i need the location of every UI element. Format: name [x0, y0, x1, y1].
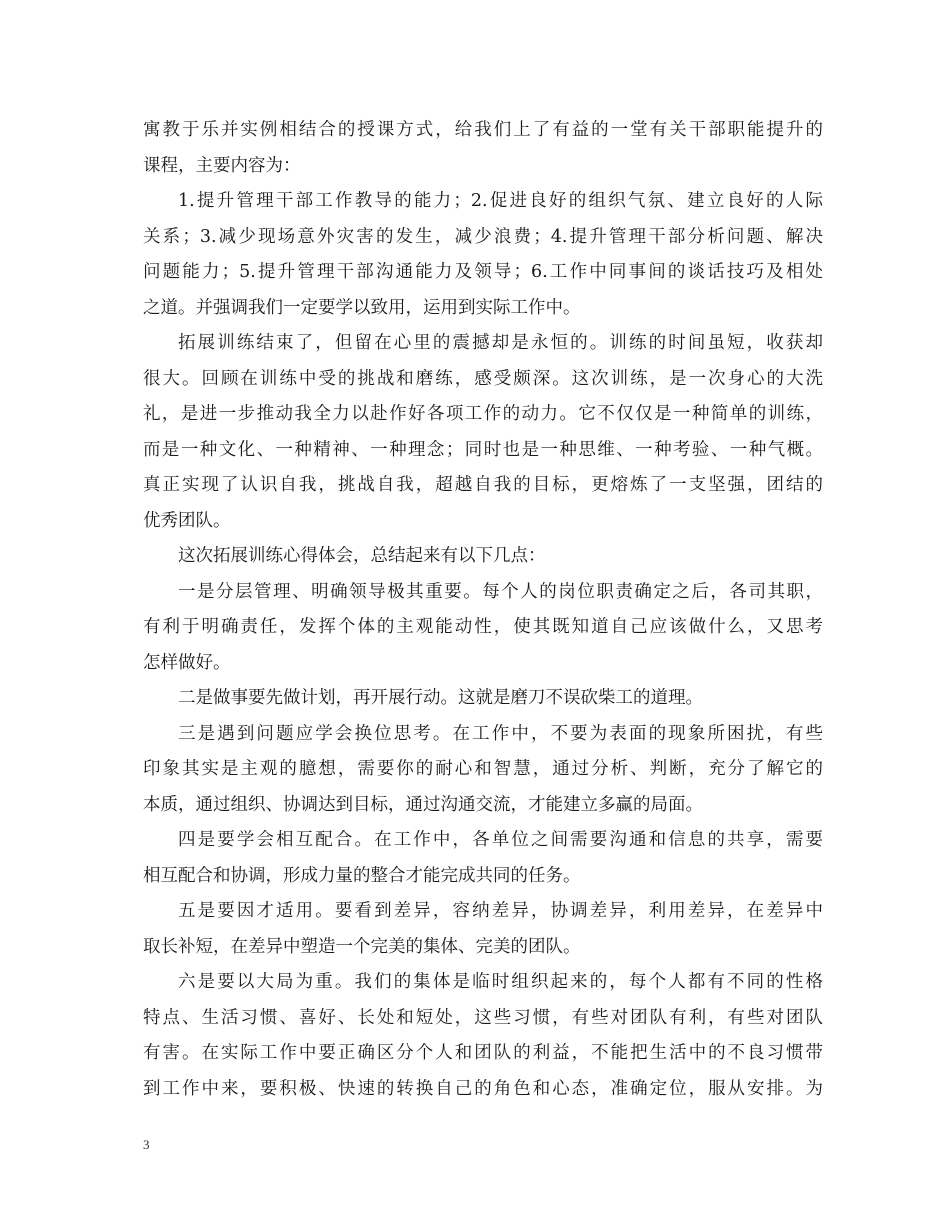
text-line: 课程，主要内容为： [143, 155, 301, 176]
text-line: 六是要以大局为重。我们的集体是临时组织起来的，每个人都有不同的性格 [178, 972, 823, 992]
text-line: 取长补短，在差异中塑造一个完美的集体、完美的团队。 [143, 936, 581, 957]
text-line: 特点、生活习惯、喜好、长处和短处，这些习惯，有些对团队有利，有些对团队 [143, 1007, 823, 1028]
text-line: 真正实现了认识自我，挑战自我，超越自我的目标，更熔炼了一支坚强，团结的 [143, 475, 823, 495]
text-line: 怎样做好。 [143, 652, 231, 673]
text-line: 印象其实是主观的臆想，需要你的耐心和智慧，通过分析、判断，充分了解它的 [143, 759, 823, 779]
text-line: 这次拓展训练心得体会，总结起来有以下几点： [178, 546, 546, 566]
text-line: 相互配合和协调，形成力量的整合才能完成共同的任务。 [143, 865, 581, 886]
text-line: 关系；3.减少现场意外灾害的发生，减少浪费；4.提升管理干部分析问题、解决 [143, 226, 823, 247]
text-line: 有利于明确责任，发挥个体的主观能动性，使其既知道自己应该做什么，又思考 [143, 617, 823, 637]
text-line: 三是遇到问题应学会换位思考。在工作中，不要为表面的现象所困扰，有些 [178, 723, 823, 744]
text-line: 而是一种文化、一种精神、一种理念；同时也是一种思维、一种考验、一种气概。 [143, 439, 823, 460]
text-line: 本质，通过组织、协调达到目标，通过沟通交流，才能建立多赢的局面。 [143, 794, 703, 815]
page-number: 3 [143, 1137, 150, 1152]
text-line: 优秀团队。 [143, 510, 231, 531]
body-text [143, 113, 823, 1107]
text-line: 拓展训练结束了，但留在心里的震撼却是永恒的。训练的时间虽短，收获却 [178, 333, 823, 353]
text-line: 有害。在实际工作中要正确区分个人和团队的利益，不能把生活中的不良习惯带 [143, 1043, 823, 1063]
text-line: 1.提升管理干部工作教导的能力；2.促进良好的组织气氛、建立良好的人际 [178, 191, 823, 211]
text-line: 寓教于乐并实例相结合的授课方式，给我们上了有益的一堂有关干部职能提升的 [143, 120, 823, 140]
text-line: 问题能力；5.提升管理干部沟通能力及领导；6.工作中同事间的谈话技巧及相处 [143, 262, 823, 282]
text-line: 五是要因才适用。要看到差异，容纳差异，协调差异，利用差异，在差异中 [178, 901, 823, 921]
text-line: 一是分层管理、明确领导极其重要。每个人的岗位职责确定之后，各司其职， [178, 581, 823, 602]
text-line: 礼，是进一步推动我全力以赴作好各项工作的动力。它不仅仅是一种简单的训练， [143, 404, 823, 424]
text-line: 四是要学会相互配合。在工作中，各单位之间需要沟通和信息的共享，需要 [178, 830, 823, 850]
text-line: 到工作中来，要积极、快速的转换自己的角色和心态，准确定位，服从安排。为 [143, 1078, 823, 1099]
text-line: 二是做事要先做计划，再开展行动。这就是磨刀不误砍柴工的道理。 [178, 688, 703, 708]
text-line: 之道。并强调我们一定要学以致用，运用到实际工作中。 [143, 297, 581, 318]
text-line: 很大。回顾在训练中受的挑战和磨练，感受颇深。这次训练，是一次身心的大洗 [143, 368, 823, 389]
